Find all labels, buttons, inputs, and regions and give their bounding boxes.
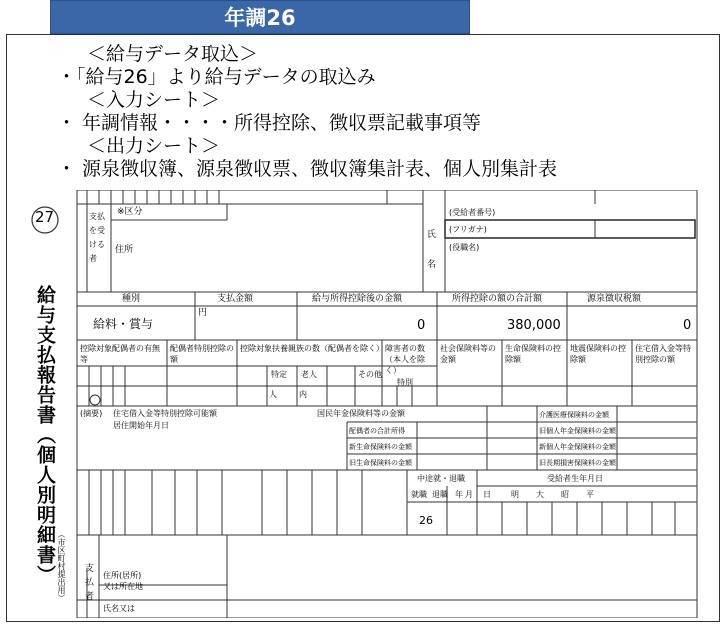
section-heading-input: ＜入力シート＞: [87, 89, 221, 111]
payment-report-form: [27, 190, 699, 618]
label-dependents: 控除対象配偶者の有無等: [80, 344, 160, 364]
label-shushoku: 就職: [411, 490, 427, 499]
tekiyo-haigusha: 配偶者の合計所得: [349, 427, 405, 435]
content-panel: [6, 34, 720, 622]
label-heisei: 平: [586, 490, 594, 499]
label-nyusha: 中途就・退職: [417, 474, 465, 483]
tab-nencho[interactable]: [50, 0, 470, 34]
label-payer-address: 住所(居所)又は所在地: [103, 571, 143, 591]
label-rojin: 老人: [301, 370, 317, 379]
value-shubetsu: 給料・賞与: [93, 317, 154, 331]
section-bullet-input: ・ 年調情報・・・・所得控除、徴収票記載事項等: [57, 112, 482, 134]
section-heading-output: ＜出力シート＞: [87, 135, 221, 157]
tekiyo-new-nenkin: 新個人年金保険料の金額: [539, 443, 616, 451]
label-eq-ins: 地震保険料の控除額: [570, 344, 626, 364]
form-side-caption: （市区町村提出用）: [57, 530, 66, 602]
label-showa: 昭: [561, 490, 569, 499]
header-after-deduction: 給与所得控除後の金額: [312, 294, 403, 304]
label-nin: 人: [269, 390, 277, 399]
label-dep-count: 控除対象扶養親族の数（配偶者を除く）: [240, 344, 384, 353]
tekiyo-line2: 居住開始年月日: [113, 421, 169, 430]
label-meiji: 明: [511, 490, 519, 499]
label-tekiyo: (摘要): [80, 409, 103, 418]
tekiyo-chouki: 旧長期損害保険料の金額: [539, 459, 616, 467]
section-heading-import: ＜給与データ取込＞: [87, 43, 259, 65]
header-withholding: 源泉徴収税額: [587, 294, 642, 304]
tab-title: 年調26: [224, 6, 296, 30]
tekiyo-line1: 住宅借入金等特別控除可能額: [113, 409, 217, 418]
label-taishoku: 退職: [432, 490, 448, 499]
label-housing-loan: 住宅借入金等特別控除の額: [635, 344, 691, 364]
label-disabled: 障害者の数（本人を除く）: [385, 344, 425, 375]
label-tokutei: 特定: [271, 370, 287, 379]
tekiyo-nursing: 介護医療保険料の金額: [539, 411, 609, 419]
label-day: 日: [483, 490, 491, 499]
value-deduction-total: 380,000: [507, 318, 561, 333]
value-year: 26: [419, 514, 433, 527]
label-tokubetsu: 特別: [397, 378, 413, 387]
label-month: 月: [465, 490, 473, 499]
value-after-deduction: 0: [417, 318, 426, 333]
label-payee: 支払を受ける者: [89, 212, 105, 263]
label-spouse-special: 配偶者特別控除の額: [170, 344, 234, 364]
header-payment: 支払金額: [217, 294, 254, 304]
header-shubetsu: 種別: [122, 294, 141, 304]
yen-unit: 円: [198, 308, 208, 318]
label-sonota: その他: [358, 370, 382, 379]
label-life-ins: 生命保険料の控除額: [505, 344, 561, 364]
section-bullet-output: ・ 源泉徴収簿、源泉徴収票、徴収簿集計表、個人別集計表: [57, 158, 558, 180]
label-payer-name: 氏名又は: [103, 604, 135, 613]
label-uchi: 内: [299, 390, 307, 399]
form-number: 27: [35, 208, 55, 226]
label-name: 氏名: [427, 230, 437, 270]
tekiyo-new-life: 新生命保険料の金額: [349, 443, 412, 451]
label-yakushoku: (役職名): [449, 243, 480, 252]
label-address: 住所: [115, 245, 134, 255]
section-bullet-import: ・「給与26」より給与データの取込み: [57, 66, 376, 88]
label-year: 年: [455, 490, 463, 499]
label-furigana: (フリガナ): [449, 225, 487, 234]
label-jukyusha-no: (受給者番号): [449, 208, 496, 217]
label-juyosha: 受給者生年月日: [547, 474, 603, 483]
label-social-ins: 社会保険料等の金額: [440, 344, 496, 364]
tekiyo-old-life: 旧生命保険料の金額: [349, 459, 412, 467]
label-taisho: 大: [536, 490, 544, 499]
header-deduction-total: 所得控除の額の合計額: [452, 294, 543, 304]
form-vertical-title: 給与支払報告書（個人別明細書）: [34, 285, 56, 585]
tekiyo-kokumin: 国民年金保険料等の金額: [317, 409, 405, 418]
tekiyo-kojin-nenkin: 旧個人年金保険料の金額: [539, 427, 616, 435]
label-kubun: ※区分: [117, 207, 143, 217]
value-withholding: 0: [683, 318, 692, 333]
label-shiharaisha: 支払者: [85, 564, 95, 602]
